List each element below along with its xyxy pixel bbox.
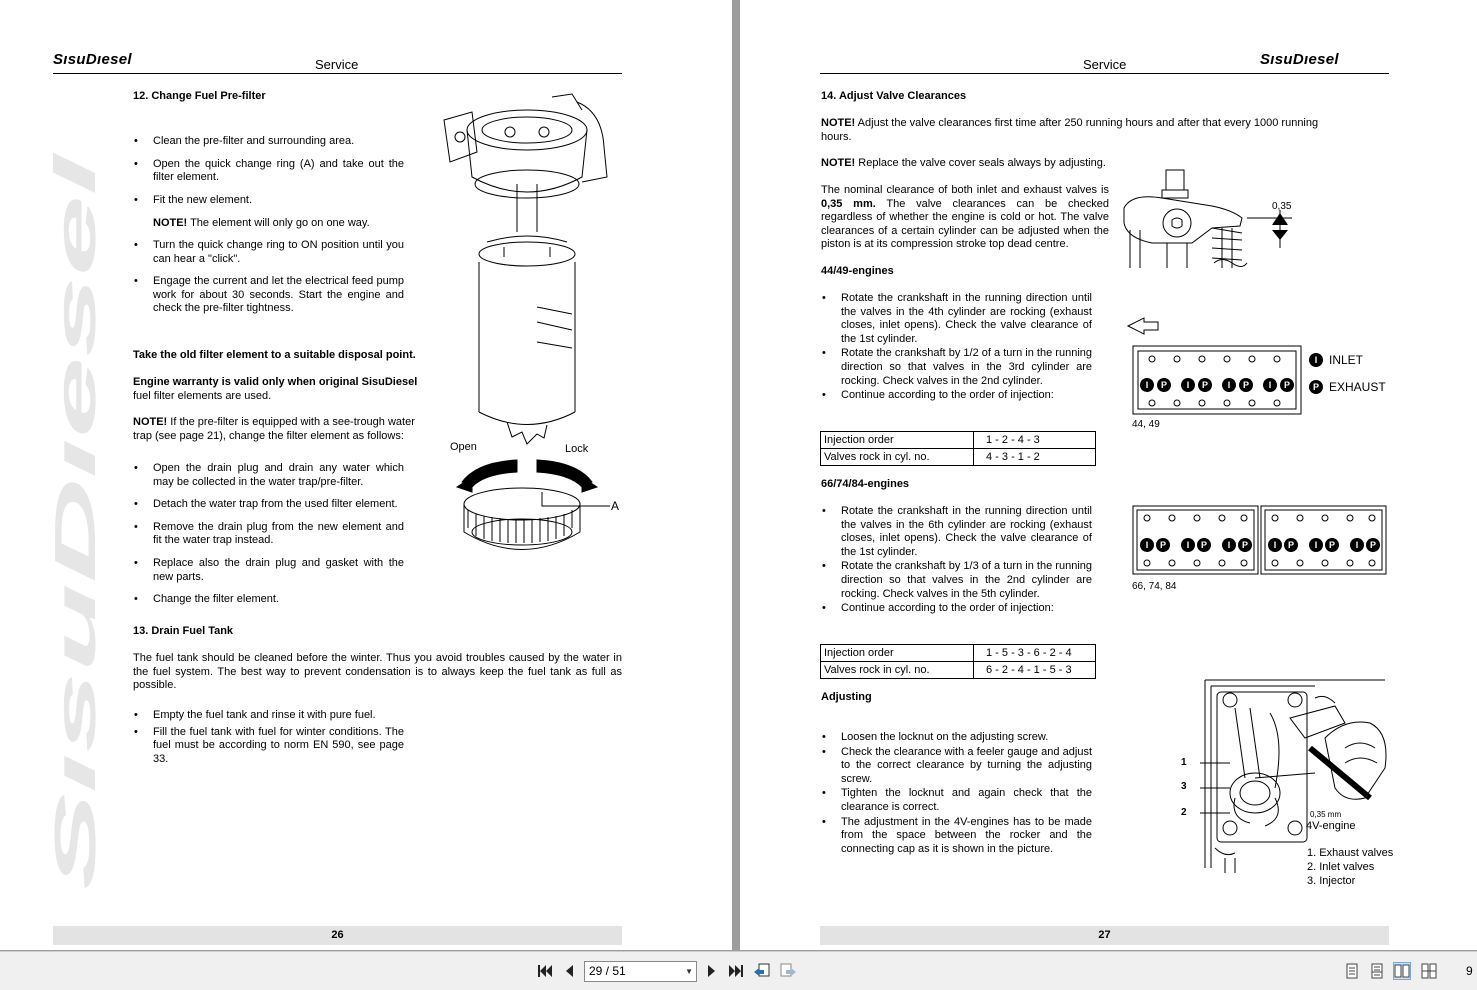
brand-watermark-text: SısuDıesel (43, 596, 108, 890)
list-item: • Open the drain plug and drain any water which may be collected in the water trap/pre-filter. (133, 462, 404, 489)
fuel-filter-illustration (432, 92, 632, 562)
first-page-icon (537, 964, 553, 978)
svg-text:I: I (1145, 540, 1149, 550)
document-page-left (0, 0, 732, 950)
section-title-12: 12. Change Fuel Pre-filter (133, 90, 266, 102)
warranty-bold: Engine warranty is valid only when original SisuDiesel (133, 376, 418, 388)
note-label: NOTE! (821, 157, 856, 169)
list-item: • Engage the current and let the electrical feed pump work for about 30 seconds. Start the engine and check the pre-filter tightness. (133, 275, 404, 316)
section13-paragraph: The fuel tank should be cleaned before the winter. Thus you avoid troubles caused by the water in the fuel system. The best way to prevent condensation is to always keep the fuel tank as full as possible. (133, 652, 622, 692)
list-item: • The adjustment in the 4V-engines has to be made from the space between the rocker and the connecting cap as it is shown in the picture. (821, 816, 1092, 857)
list-item: • Remove the drain plug from the new element and fit the water trap instead. (133, 521, 404, 548)
list-item: • Fill the fuel tank with fuel for winter conditions. The fuel must be according to norm EN 590, see page 33. (133, 726, 404, 767)
clearance-label: 0,35 (1272, 201, 1292, 212)
page-number: 26 (53, 926, 622, 945)
legend-inlet: INLET (1329, 353, 1364, 367)
list-6684 (821, 505, 1092, 616)
list-water-trap (133, 462, 404, 607)
disposal-text: Take the old filter element to a suitable disposal point. (133, 349, 416, 361)
adjusting-title: Adjusting (821, 691, 872, 703)
list-item: • Tighten the locknut and again check that the clearance is correct. (821, 787, 1092, 814)
note-label: NOTE! (153, 217, 188, 229)
nominal-text-b: The valve clearances can be checked regardless of whether the engine is cold or hot. The valve clearances of a certain cylinder can be adjusted when the piston is at its compression stroke top dead centre. (821, 197, 1109, 251)
svg-text:I: I (1145, 380, 1149, 390)
trap-note (133, 416, 431, 443)
warranty-text (133, 376, 433, 403)
single-page-view-button[interactable] (1343, 962, 1361, 980)
svg-text:I: I (1186, 540, 1190, 550)
list-item: • Clean the pre-filter and surrounding area. (133, 135, 404, 149)
note-label: NOTE! (821, 117, 856, 129)
engines-6684-title: 66/74/84-engines (821, 478, 910, 490)
brand-logo: SısuDıesel (53, 51, 132, 68)
previous-view-icon (753, 962, 771, 980)
first-page-button[interactable] (536, 962, 554, 980)
list-item: • Check the clearance with a feeler gauge and adjust to the correct clearance by turning the adjusting screw. (821, 746, 1092, 787)
continuous-facing-icon (1421, 963, 1437, 979)
brand-watermark (43, 150, 110, 890)
page-header: Service (315, 57, 359, 72)
page-number: 27 (820, 926, 1389, 945)
svg-text:P: P (1160, 380, 1168, 390)
next-page-button[interactable] (703, 962, 721, 980)
note-first-adjust (821, 117, 1341, 144)
fig-callout-2: 2 (1181, 807, 1187, 818)
last-page-icon (728, 964, 744, 978)
table-cell: Injection order (821, 432, 974, 449)
fig-4v-label: 4V-engine (1306, 820, 1356, 832)
header-rule (53, 73, 622, 74)
list-item: • Loosen the locknut on the adjusting screw. (821, 731, 1092, 745)
legend-exhaust: EXHAUST (1329, 380, 1386, 394)
previous-page-icon (563, 964, 575, 978)
list-item: • Change the filter element. (133, 593, 404, 607)
svg-text:P: P (1201, 380, 1209, 390)
list-item: • Fit the new element. (133, 194, 404, 208)
next-view-button[interactable] (779, 962, 797, 980)
continuous-facing-view-button[interactable] (1420, 962, 1438, 980)
zoom-level[interactable]: 9 (1466, 964, 1473, 978)
fig-callout-1: 1 (1181, 757, 1187, 768)
table-row (821, 662, 1096, 679)
list-adjusting (821, 731, 1092, 856)
table-cell: Valves rock in cyl. no. (821, 662, 974, 679)
single-page-icon (1345, 963, 1359, 979)
next-page-icon (706, 964, 718, 978)
inlet-legend-icon: I (1309, 353, 1323, 367)
fig-callout-3: 3 (1181, 781, 1187, 792)
svg-text:I: I (1314, 540, 1318, 550)
note-text: Adjust the valve clearances first time after 250 running hours and after that every 1000 running hours. (821, 117, 1319, 143)
last-page-button[interactable] (727, 962, 745, 980)
chevron-down-icon[interactable]: ▼ (685, 967, 693, 976)
svg-text:I: I (1355, 540, 1359, 550)
list-section12-b (133, 239, 404, 316)
header-rule (820, 73, 1389, 74)
injection-table-4449 (820, 431, 1096, 466)
section-title-13: 13. Drain Fuel Tank (133, 625, 234, 637)
svg-text:P: P (1159, 540, 1167, 550)
svg-text:P: P (1283, 380, 1291, 390)
continuous-view-button[interactable] (1368, 962, 1386, 980)
svg-text:P: P (1287, 540, 1295, 550)
list-item: • Continue according to the order of injection: (821, 602, 1092, 616)
list-item: • Rotate the crankshaft in the running direction until the valves in the 6th cylinder are rocking (exhaust closes, inlet opens). Check the valve clearance of the 1st cylinder. (821, 505, 1092, 559)
cylinder-head-4cyl-illustration (1132, 345, 1304, 417)
fig-label-4449: 44, 49 (1132, 419, 1160, 430)
rocker-arm-illustration (1122, 168, 1297, 273)
fig-mm-label: 0,35 mm (1310, 810, 1342, 819)
fig-legend-1: 1. Exhaust valves (1307, 847, 1394, 859)
svg-text:P: P (1242, 380, 1250, 390)
injection-table-6684 (820, 644, 1096, 679)
engines-4449-title: 44/49-engines (821, 265, 894, 277)
nominal-text-a: The nominal clearance of both inlet and exhaust valves is (821, 184, 1109, 196)
exhaust-legend-icon: P (1309, 380, 1323, 394)
svg-text:P: P (1200, 540, 1208, 550)
list-item: • Rotate the crankshaft by 1/3 of a turn in the running direction so that valves in the 2nd cylinder are rocking. Check valves in the 5th cylinder. (821, 560, 1092, 601)
list-item: • Open the quick change ring (A) and take out the filter element. (133, 158, 404, 185)
table-cell: 1 - 5 - 3 - 6 - 2 - 4 (974, 645, 1096, 662)
fig-legend-2: 2. Inlet valves (1307, 861, 1375, 873)
note-text: If the pre-filter is equipped with a see-trough water trap (see page 21), change the filter element as follows: (133, 416, 415, 442)
previous-view-button[interactable] (753, 962, 771, 980)
continuous-page-icon (1370, 963, 1384, 979)
note-text: The element will only go on one way. (187, 217, 370, 229)
svg-text:I: I (1227, 380, 1231, 390)
list-item: • Continue according to the order of injection: (821, 389, 1092, 403)
fig-label-a: A (611, 499, 620, 513)
facing-view-button[interactable] (1393, 962, 1411, 980)
svg-text:I: I (1273, 540, 1277, 550)
svg-text:I: I (1227, 540, 1231, 550)
svg-text:I: I (1268, 380, 1272, 390)
svg-text:P: P (1241, 540, 1249, 550)
fig-label-open: Open (450, 441, 477, 453)
fig-label-lock: Lock (565, 443, 589, 455)
brand-logo: SısuDıesel (1260, 51, 1339, 68)
viewer-toolbar (0, 951, 1477, 990)
list-item: • Detach the water trap from the used filter element. (133, 498, 404, 512)
table-cell: 6 - 2 - 4 - 1 - 5 - 3 (974, 662, 1096, 679)
list-item: • Turn the quick change ring to ON position until you can hear a "click". (133, 239, 404, 266)
table-cell: 4 - 3 - 1 - 2 (974, 449, 1096, 466)
facing-pages-icon (1394, 963, 1410, 979)
list-item: • Replace also the drain plug and gasket with the new parts. (133, 557, 404, 584)
note-label: NOTE! (133, 416, 168, 428)
valve-adjusting-illustration (1195, 678, 1395, 874)
list-item: • Rotate the crankshaft in the running direction until the valves in the 4th cylinder are rocking (exhaust closes, inlet opens). Check the valve clearance of the 1st cylinder. (821, 292, 1092, 346)
list-section12 (133, 135, 404, 207)
table-row (821, 432, 1096, 449)
nominal-clearance-paragraph (821, 184, 1109, 252)
page-header: Service (1083, 57, 1127, 72)
list-item: • Empty the fuel tank and rinse it with pure fuel. (133, 709, 404, 723)
table-cell: Injection order (821, 645, 974, 662)
table-cell: 1 - 2 - 4 - 3 (974, 432, 1096, 449)
section-title-14: 14. Adjust Valve Clearances (821, 90, 967, 102)
nominal-value: 0,35 mm. (821, 197, 876, 210)
note-text: Replace the valve cover seals always by adjusting. (855, 157, 1106, 169)
page-number-input[interactable] (584, 961, 697, 982)
table-row (821, 645, 1096, 662)
list-item: • Rotate the crankshaft by 1/2 of a turn in the running direction so that valves in the 3rd cylinder are rocking. Check valves in the 2nd cylinder. (821, 347, 1092, 388)
table-row (821, 449, 1096, 466)
note-element (153, 217, 370, 231)
table-cell: Valves rock in cyl. no. (821, 449, 974, 466)
fig-label-6684: 66, 74, 84 (1132, 581, 1177, 592)
svg-text:I: I (1186, 380, 1190, 390)
fig-legend-3: 3. Injector (1307, 875, 1356, 887)
list-section13 (133, 709, 404, 766)
svg-text:P: P (1369, 540, 1377, 550)
list-4449 (821, 292, 1092, 403)
cylinder-head-6cyl-illustration (1132, 505, 1388, 577)
svg-text:P: P (1328, 540, 1336, 550)
page-indicator: 29 / 51 (589, 964, 626, 978)
warranty-rest: fuel filter elements are used. (133, 389, 272, 402)
document-page-right (740, 0, 1477, 950)
rotation-arrow-icon (1126, 316, 1186, 336)
next-view-icon (779, 962, 797, 980)
previous-page-button[interactable] (560, 962, 578, 980)
